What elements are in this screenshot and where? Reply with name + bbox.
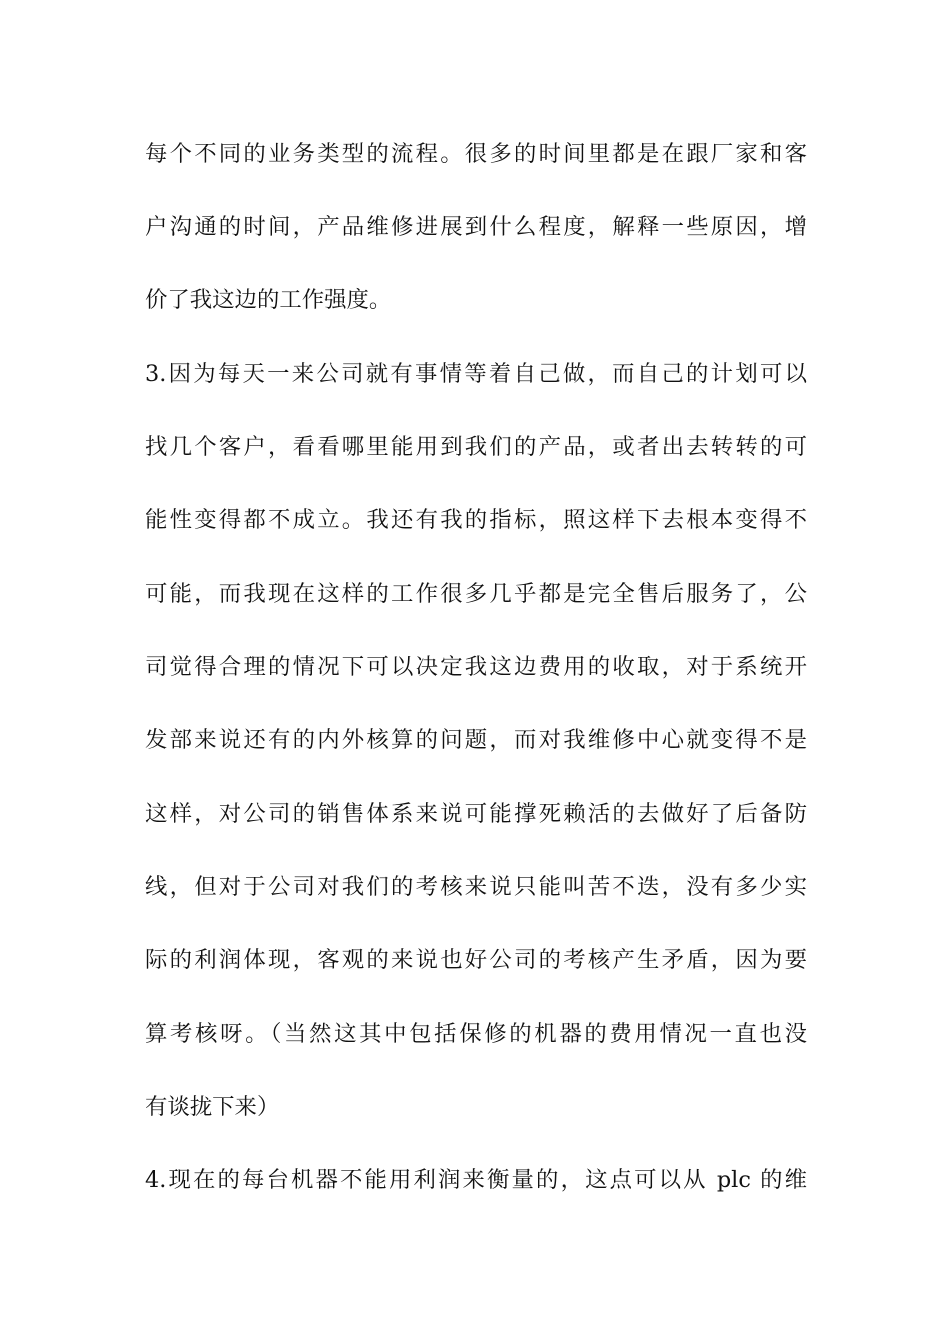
text-line-3: 价了我这边的工作强度。 [145, 287, 392, 313]
text-line-2: 户沟通的时间，产品维修进展到什么程度，解释一些原因，增 [145, 214, 807, 240]
text-line-8: 司觉得合理的情况下可以决定我这边费用的收取，对于系统开 [145, 654, 807, 680]
text-line-1: 每个不同的业务类型的流程。很多的时间里都是在跟厂家和客 [145, 141, 807, 167]
text-line-9: 发部来说还有的内外核算的问题，而对我维修中心就变得不是 [145, 727, 807, 753]
text-line-4: 3.因为每天一来公司就有事情等着自己做，而自己的计划可以 [145, 361, 807, 387]
text-line-7: 可能，而我现在这样的工作很多几乎都是完全售后服务了，公 [145, 581, 807, 607]
text-line-15: 4.现在的每台机器不能用利润来衡量的，这点可以从 plc 的维 [145, 1167, 807, 1193]
text-line-12: 际的利润体现，客观的来说也好公司的考核产生矛盾，因为要 [145, 947, 807, 973]
text-line-10: 这样，对公司的销售体系来说可能撑死赖活的去做好了后备防 [145, 801, 807, 827]
text-line-13: 算考核呀。（当然这其中包括保修的机器的费用情况一直也没 [145, 1021, 807, 1047]
text-line-6: 能性变得都不成立。我还有我的指标，照这样下去根本变得不 [145, 507, 807, 533]
text-line-11: 线，但对于公司对我们的考核来说只能叫苦不迭，没有多少实 [145, 874, 807, 900]
text-line-14: 有谈拢下来） [145, 1094, 280, 1120]
text-line-5: 找几个客户，看看哪里能用到我们的产品，或者出去转转的可 [145, 434, 807, 460]
